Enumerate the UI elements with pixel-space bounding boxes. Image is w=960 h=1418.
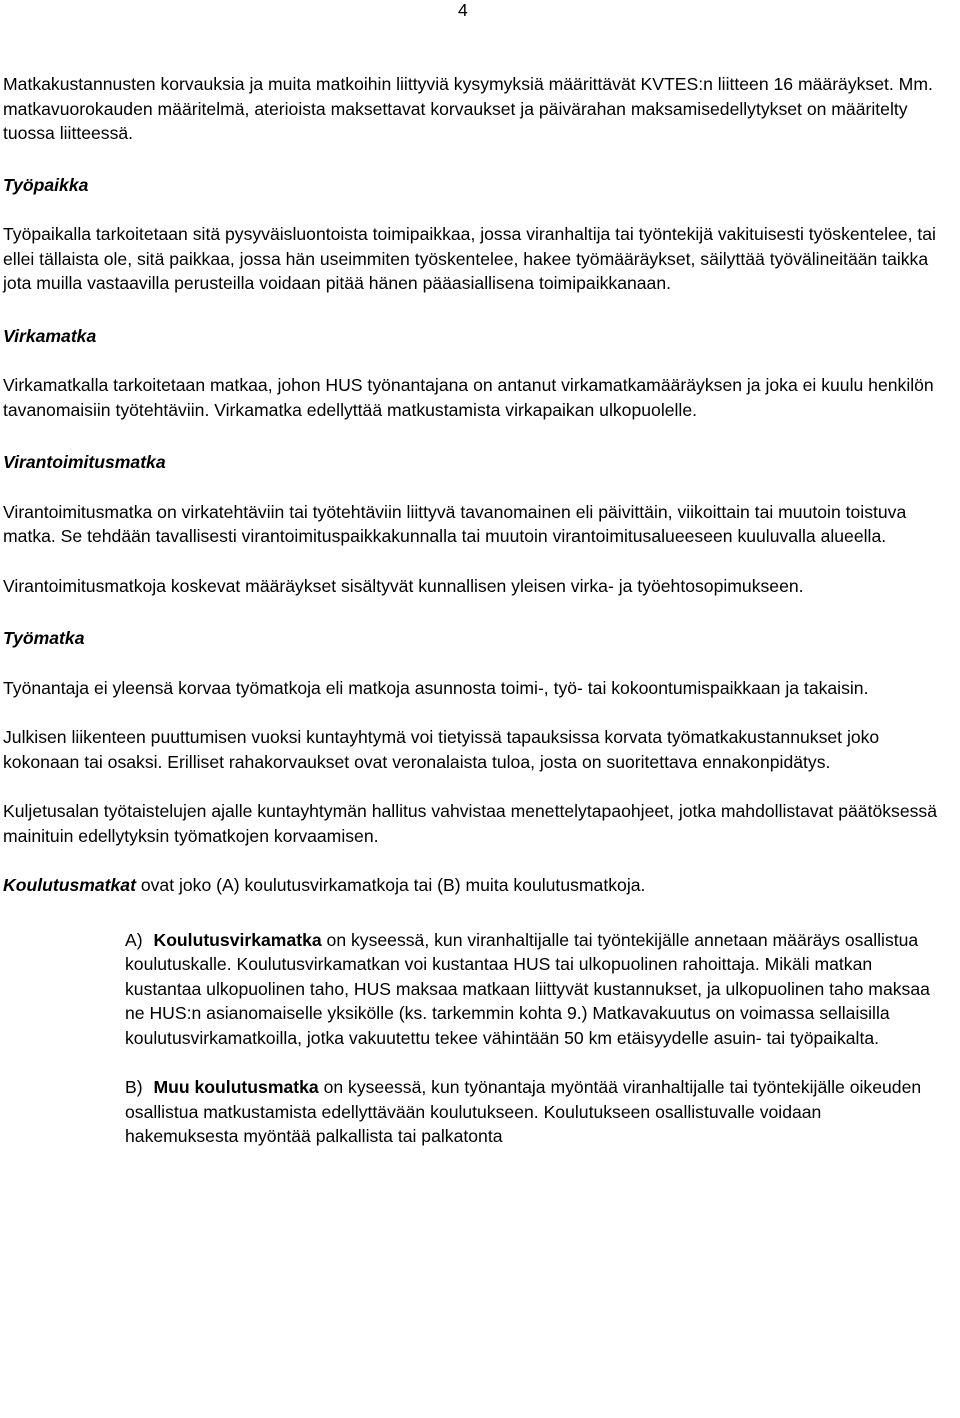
term-muu-koulutusmatka: Muu koulutusmatka [153, 1077, 319, 1097]
page-number: 4 [458, 0, 468, 20]
paragraph-tyomatka-3: Kuljetusalan työtaistelujen ajalle kuntayhtymän hallitus vahvistaa menettelytapaohjeet, jotka mahdollistavat päätöksessä mainituin edellytyksin työmatkojen korvaamisen. [3, 801, 937, 846]
paragraph-tyopaikka: Työpaikalla tarkoitetaan sitä pysyväisluontoista toimipaikkaa, jossa viranhaltija tai työntekijä vakituisesti työskentelee, tai ellei tällaista ole, sitä paikkaa, jossa hän useimmiten työskentelee, hakee työmääräykset, säilyttää työvälineitään taikka jota muilla vastaavilla perusteilla voidaan pitää hänen pääasiallisena toimipaikkanaan. [3, 224, 936, 293]
paragraph-tyomatka-2: Julkisen liikenteen puuttumisen vuoksi kuntayhtymä voi tietyissä tapauksissa korvata työmatkakustannukset joko kokonaan tai osaksi. Erilliset rahakorvaukset ovat veronalaista tuloa, josta on suoritettava ennakonpidätys. [3, 727, 880, 772]
list-item-b [125, 1075, 935, 1149]
term-koulutusvirkamatka: Koulutusvirkamatka [153, 929, 322, 950]
list-item-a [125, 928, 935, 1051]
text-muu-koulutusmatka: on kyseessä, kun työnantaja myöntää viranhaltijalle tai työntekijälle oikeuden osallistua matkustamista edellyttävään koulutukseen. Koulutukseen osallistuvalle voidaan hakemuksesta myöntää palkallista tai palkatonta [125, 1077, 922, 1146]
list-letter-a: A) [125, 929, 143, 950]
heading-tyomatka: Työmatka [3, 628, 85, 648]
text-koulutusmatkat: ovat joko (A) koulutusvirkamatkoja tai (B) muita koulutusmatkoja. [135, 875, 646, 895]
heading-tyopaikka: Työpaikka [3, 174, 89, 195]
paragraph-virkamatka: Virkamatkalla tarkoitetaan matkaa, johon HUS työnantajana on antanut virkamatkamääräyksen ja joka ei kuulu henkilön tavanomaisiin työtehtäviin. Virkamatka edellyttää matkustamista virkapaikan ulkopuolelle. [3, 375, 934, 420]
text-koulutusvirkamatka: on kyseessä, kun viranhaltijalle tai työntekijälle annetaan määräys osallistua koulutuskalle. Koulutusvirkamatkan voi kustantaa HUS tai ulkopuolinen rahoittaja. Mikäli matkan kustantaa ulkopuolinen taho, HUS maksaa matkaan liittyvät kustannukset, ja ulkopuolinen taho maksaa ne HUS:n asianomaiselle yksikölle (ks. tarkemmin kohta 9.) Matkavakuutus on voimassa sellaisilla koulutusvirkamatkoilla, jotka vakuutettu tekee vähintään 50 km etäisyydelle asuin- tai työpaikalta. [125, 929, 930, 1048]
heading-virantoimitusmatka: Virantoimitusmatka [3, 452, 166, 472]
intro-paragraph: Matkakustannusten korvauksia ja muita matkoihin liittyviä kysymyksiä määrittävät KVTES:n liitteen 16 määräykset. Mm. matkavuorokauden määritelmä, aterioista maksettavat korvaukset ja päivärahan maksamisedellytykset on määritelty tuossa liitteessä. [3, 74, 933, 143]
paragraph-virantoimitusmatka-2: Virantoimitusmatkoja koskevat määräykset sisältyvät kunnallisen yleisen virka- ja työehtosopimukseen. [3, 575, 804, 596]
paragraph-virantoimitusmatka-1: Virantoimitusmatka on virkatehtäviin tai työtehtäviin liittyvä tavanomainen eli päivittäin, viikoittain tai muutoin toistuva matka. Se tehdään tavallisesti virantoimituspaikkakunnalla tai muutoin virantoimitusalueeseen kuuluvalla alueella. [3, 501, 907, 546]
heading-virkamatka: Virkamatka [3, 325, 97, 346]
term-koulutusmatkat: Koulutusmatkat [3, 875, 136, 895]
list-letter-b: B) [125, 1077, 143, 1097]
paragraph-tyomatka-1: Työnantaja ei yleensä korvaa työmatkoja eli matkoja asunnosta toimi-, työ- tai kokoontumispaikkaan ja takaisin. [3, 677, 869, 698]
paragraph-koulutusmatkat [3, 873, 958, 898]
document-body [3, 72, 958, 1149]
